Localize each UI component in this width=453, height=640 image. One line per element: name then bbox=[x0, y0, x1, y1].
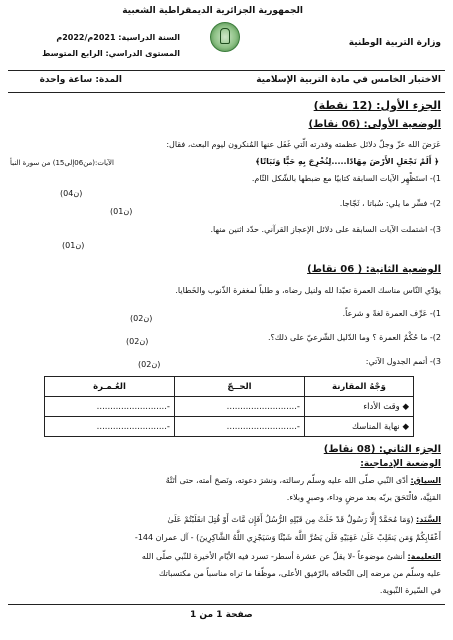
support-text-1: (وَمَا مُحَمَّدٌ إِلَّا رَسُولٌ قَدْ خَلَتْ مِن قَبْلِهِ الرُّسُلُ أَفَإِن مَّاتَ أَوْ قُتِلَ انقَلَبْتُمْ عَلَىٰ bbox=[167, 515, 414, 524]
context-label: السياق: bbox=[410, 476, 441, 485]
instruction-label: التعليمة: bbox=[407, 552, 441, 561]
table-cell: -.......................... bbox=[45, 417, 175, 437]
table-header-cell: وَجْهُ المقارنة bbox=[305, 377, 414, 397]
situation1-title: الوضعية الأولى: (06 نقاط) bbox=[308, 119, 441, 130]
header-divider-top bbox=[8, 70, 445, 71]
school-emblem-logo bbox=[210, 22, 240, 52]
support-line-2: أَعْقَابِكُمْ وَمَن يَنقَلِبْ عَلَىٰ عَقِبَيْهِ فَلَن يَضُرَّ اللَّهَ شَيْئًا وَسَيَجْزِي اللَّهُ الشَّاكِرِينَ) - آل عمران 144- bbox=[134, 533, 441, 542]
verse-reference: الآيات:(من06إلى15) من سورة النبأ bbox=[10, 159, 114, 167]
context-text-1: أدّى النّبي صلّى الله عليه وسلّم رسالته، ونشرَ دعوته، ونَصحَ أمته، حتى أتَتْهُ bbox=[165, 476, 408, 485]
duration: المدة: ساعة واحدة bbox=[39, 75, 122, 85]
part2-title: الجزء الثاني: (08 نقاط) bbox=[323, 444, 441, 455]
s1-question-2: 2)- فسِّر ما يلي: سُباتا ، ثَجّاجا. bbox=[339, 199, 441, 208]
table-row bbox=[45, 417, 414, 437]
s2-question-2: 2)- ما حُكْمُ العمرة ؟ وما الدّليل الشّرعيّ على ذلك؟. bbox=[267, 333, 441, 342]
situation2-title: الوضعية الثانية: ( 06 نقاط) bbox=[307, 264, 441, 275]
s2-question-3: 3)- أتمم الجدول الآتي: bbox=[365, 357, 441, 366]
comparison-table bbox=[44, 376, 414, 437]
table-cell: -.......................... bbox=[45, 397, 175, 417]
context-line-1 bbox=[166, 476, 441, 485]
exam-title: الاختبار الخامس في مادة التربية الإسلامية bbox=[256, 75, 441, 85]
republic-title: الجمهورية الجزائرية الديمقراطية الشعبية bbox=[122, 6, 303, 16]
s2-q2-mark: (02ن) bbox=[126, 337, 149, 346]
ministry-name: وزارة التربية الوطنية bbox=[348, 38, 441, 48]
s2-q1-mark: (02ن) bbox=[130, 314, 153, 323]
instruction-text-1: أنشئ موضوعاً -لا يقلّ عن عشرة أسطر- تسرد فيه الأيّام الأخيرة للنّبي صلّى الله bbox=[141, 552, 405, 561]
part1-title: الجزء الأول: (12 نقطة) bbox=[313, 99, 441, 112]
s1-q3-mark: (01ن) bbox=[62, 241, 85, 250]
verse: ﴿ أَلَمْ نَجْعَلِ الأَرْضَ مِهَادًا.....لِنُخْرِجَ بِهِ حَبًّا وَنَبَاتًا﴾ bbox=[255, 157, 439, 166]
integration-situation-title: الوضعية الإدماجية: bbox=[360, 459, 441, 469]
s1-question-3: 3)- اشتملت الآيات السابقة على دلائل الإعجاز القرآني. حدّد اثنين منها. bbox=[210, 225, 441, 234]
table-row bbox=[45, 397, 414, 417]
instruction-line-1 bbox=[142, 552, 441, 561]
instruction-line-3: في السّيرة النّبوية. bbox=[379, 586, 441, 595]
s1-q2-mark: (01ن) bbox=[110, 207, 133, 216]
level: المستوى الدراسي: الرابع المتوسط bbox=[42, 49, 180, 58]
context-line-2: المَنِيَّة، فالْتَحَقَ بربّه بعد مرضٍ وداء، وصبرٍ وبلاء. bbox=[286, 493, 441, 502]
situation2-intro: يؤدّي النّاس مناسك العمرة تعبّدا لله ولنيل رضاه، و طلباً لمغفرة الذّنوب والخَطايا. bbox=[175, 286, 441, 295]
situation1-intro: عَرَضَ الله عزّ وجلّ دلائل عظمته وقدرته الّتي غَفَل عنها المُنكرون ليوم البعث، فقال: bbox=[166, 140, 441, 149]
s2-q3-mark: (02ن) bbox=[138, 360, 161, 369]
table-cell: -.......................... bbox=[175, 417, 305, 437]
page-number: صفحة 1 من 1 bbox=[190, 610, 253, 620]
s2-question-1: 1)- عَرِّف العمرة لغةً و شرعاً. bbox=[342, 309, 441, 318]
table-header-cell: العُـمـرة bbox=[45, 377, 175, 397]
s1-question-1: 1)- استَظْهِر الآيات السابقة كتابيًا مع ضبطها بالشّكل التّام. bbox=[251, 174, 441, 183]
table-header-row bbox=[45, 377, 414, 397]
table-cell: ◆ وقت الأداء bbox=[305, 397, 414, 417]
table-header-cell: الحــجّ bbox=[175, 377, 305, 397]
table-cell: -.......................... bbox=[175, 397, 305, 417]
instruction-line-2: عليه وسلّم من مرضه إلى التّحاقه بالرّفيق الأعلى، موظّفا ما تراه مناسباً من مكتسباتك bbox=[158, 569, 441, 578]
table-cell: ◆ نهاية المناسك bbox=[305, 417, 414, 437]
footer-divider bbox=[8, 604, 445, 605]
s1-q1-mark: (04ن) bbox=[60, 189, 83, 198]
school-year: السنة الدراسية: 2021م/2022م bbox=[56, 33, 180, 42]
header-divider-bottom bbox=[8, 92, 445, 93]
support-line-1 bbox=[167, 515, 441, 524]
support-label: السَّنَد: bbox=[416, 515, 441, 524]
